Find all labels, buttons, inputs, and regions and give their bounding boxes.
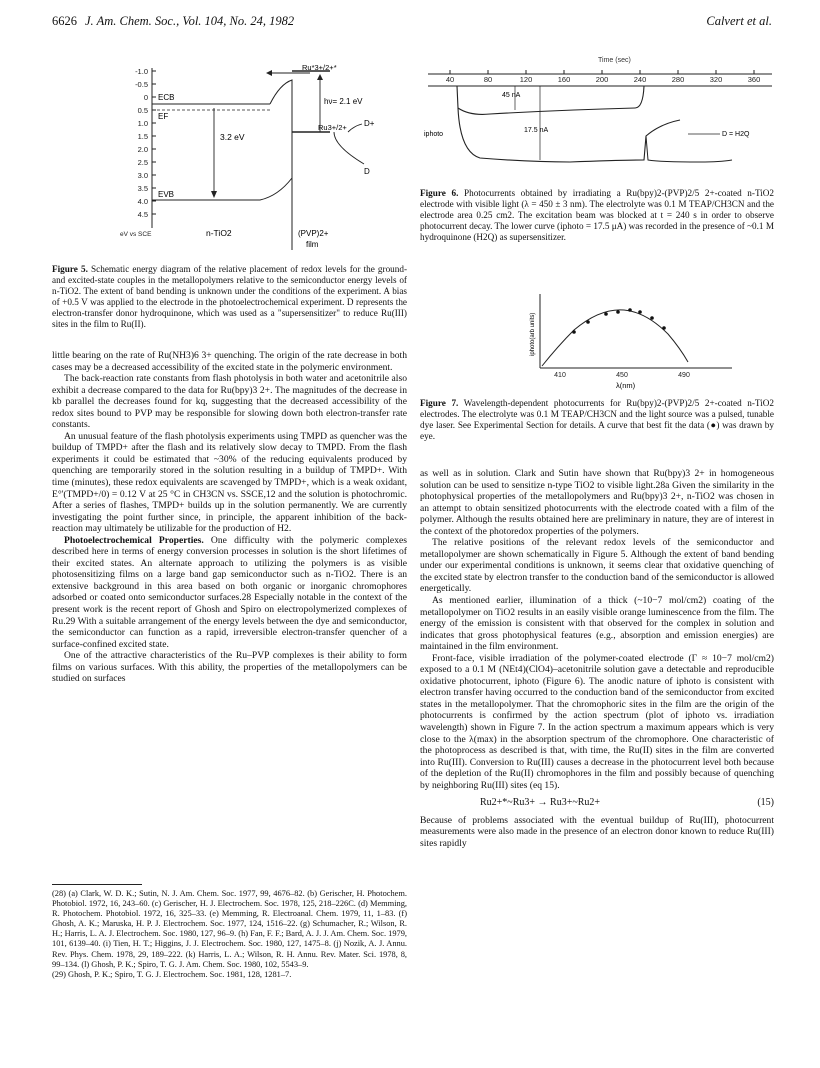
fig6-x-tick-label: 320	[709, 75, 723, 84]
fig5-y-tick-label: 4.0	[137, 197, 148, 206]
fig6-x-tick-label: 200	[595, 75, 609, 84]
fig5-y-tick-label: 2.0	[137, 145, 148, 154]
equation-15	[420, 791, 774, 815]
fig5-y-tick-label: -1.0	[135, 67, 148, 76]
fig5-film-label-2: film	[306, 240, 319, 249]
fig6-axis-title: Time (sec)	[598, 57, 631, 64]
fig5-gap-arrowhead	[211, 191, 217, 198]
fig6-x-tick-label: 360	[747, 75, 761, 84]
fig5-y-tick-label: 1.0	[137, 119, 148, 128]
footnote-rule	[52, 884, 142, 885]
footnotes	[52, 878, 407, 980]
figure-7-caption	[420, 398, 774, 442]
equation-15-number: (15)	[757, 797, 774, 809]
fig7-data-point	[572, 330, 576, 334]
fig6-x-tick-label: 80	[483, 75, 493, 84]
figure-5-caption	[52, 264, 407, 330]
fig6-trace-upper	[457, 86, 644, 114]
footnote-29: (29) Ghosh, P. K.; Spiro, T. G. J. Electrochem. Soc. 1981, 128, 1281–7.	[52, 969, 292, 979]
fig7-x-tick-label: 490	[678, 372, 690, 379]
fig5-y-tick-label: 2.5	[137, 158, 148, 167]
fig6-label-h2q: D = H2Q	[722, 131, 750, 138]
fig7-x-label: λ(nm)	[616, 381, 636, 390]
right-paragraph-5: Because of problems associated with the eventual buildup of Ru(III), photocurrent measurements were also made in the presence of an electron donor known to reduce Ru(III) sites rapidly	[420, 814, 774, 849]
fig7-data-point	[628, 308, 632, 312]
fig5-donor-curve-2	[348, 124, 362, 132]
fig7-data-point	[604, 312, 608, 316]
figure-5-diagram	[120, 58, 410, 258]
fig7-x-tick-label: 410	[554, 372, 566, 379]
fig5-gap-label: 3.2 eV	[220, 132, 245, 142]
fig5-y-tick-label: 3.0	[137, 171, 148, 180]
right-paragraph-4: Front-face, visible irradiation of the polymer-coated electrode (Γ ≈ 10−7 mol/cm2) exposed to a 0.1 M (NEt4)(ClO4)–acetonitrile solution gave a detectable and reproducible oxidative photocurrent, iphoto (Figure 6). The anodic nature of iphoto is consistent with electron transfer having occurred to the conduction band of the semiconductor from excited states in the metallopolymer. That the chromophoric sites in the film are the origin of the photocurrents is confirmed by the action spectrum (plot of iphoto vs. irradiation wavelength) shown in Figure 7. In the action spectrum a maximum appears which is very close to the λ(max) in the absorption spectrum of the chromophore. One characteristic of the photoprocess as described is that, with time, the Ru(II) sites in the film are converted into Ru(III). Conversion to Ru(III) causes a decrease in the photocurrent level both because of the depletion of the Ru(II) chromophores in the film and possibly because of quenching by neighboring Ru(III) sites (eq 15).	[420, 652, 774, 791]
fig6-x-tick-label: 40	[445, 75, 455, 84]
fig6-label-45na: 45 nA	[502, 92, 521, 99]
fig5-y-axis	[120, 67, 156, 238]
fig5-hv-label: hν= 2.1 eV	[324, 97, 363, 106]
fig5-ru-excited-label: Ru*3+/2+*	[302, 63, 337, 72]
figure-5-caption-text: Schematic energy diagram of the relative placement of redox levels for the ground- and excited-state couples in the metallopolymers relative to the semiconductor energy levels of n-TiO2. The extent of band bending is unknown under the conditions of the experiment. A bias of +0.5 V was applied to the electrode in the photoelectrochemical experiment. D represents the electron-transfer donor hydroquinone, which was used as a "supersensitizer" to reduce Ru(III) sites in the film to Ru(II).	[52, 264, 408, 329]
running-header-left	[52, 14, 294, 29]
fig7-fit-curve	[542, 310, 688, 366]
section-heading-photoelectrochemical: Photoelectrochemical Properties.	[64, 534, 204, 546]
figure-7-action-spectrum	[528, 290, 738, 396]
fig5-ru-ground-label: Ru3+/2+	[318, 123, 347, 132]
fig7-data-point	[650, 316, 654, 320]
left-paragraph-5: One of the attractive characteristics of the Ru–PVP complexes is their ability to form films on various surfaces. With this ability, the properties of the metallopolymers can be studied on surfaces	[52, 650, 407, 685]
fig5-hv-arrowhead	[317, 74, 323, 80]
fig6-trace-lower	[458, 108, 680, 162]
fig7-data-point	[662, 326, 666, 330]
fig5-y-tick-label: 4.5	[137, 210, 148, 219]
left-paragraph-4-text: One difficulty with the polymeric complexes described here in terms of energy conversion processes in solution is the short lifetimes of their excited states. An alternate approach to utilizing the polymers is as visible photosensitizing films on a large band gap semiconductor such as n-TiO2. There is an extensive background in this area based on both organic or inorganic chromophores adsorbed or coated onto semiconductor surfaces.28 Especially notable in the context of the present work is the recent report of Ghosh and Spiro on electropolymerized complexes of Ru.29 With a suitable arrangement of the energy levels between the dye and semiconductor, the semiconductor can function as a rapid, irreversible electron-transfer quencher of a surface-confined excited state.	[52, 534, 407, 650]
fig6-x-tick-label: 280	[671, 75, 685, 84]
left-paragraph-4	[52, 535, 407, 650]
fig5-y-tick-label: -0.5	[135, 80, 148, 89]
fig5-ecb-label: ECB	[158, 93, 175, 102]
equation-15-expression: Ru2+*~Ru3+ → Ru3+~Ru2+	[480, 797, 601, 809]
fig7-y-label: iphoto(arb units)	[530, 312, 536, 356]
left-paragraph-3: An unusual feature of the flash photolysis experiments using TMPD as quencher was the buildup of TMPD+ after the flash and its relatively slow decay to TMPD. From the flash experiments it could be estimated that ~30% of the reducing equivalents produced by quenching are temporarily stored in the solution resulting in a buildup of TMPD+. With time (minutes), these redox equivalents are scavenged by TMPD+, which is a weak oxidant, E°'(TMPD+/0) = 0.12 V at 25 °C in CH3CN vs. SSCE,12 and the solution is photochromic. After a series of flashes, TMPD+ builds up in the solution permanently. We are currently investigating the point further since, in principle, the apparent inhibition of the back-reaction may ultimately be utilizable for the production of H2.	[52, 430, 407, 535]
figure-6-photocurrent-plot	[420, 52, 780, 184]
right-paragraph-3: As mentioned earlier, illumination of a thick (~10−7 mol/cm2) coating of the metallopolymer on TiO2 results in an easily visible orange luminescence from the film. The energy of the emission is consistent with that observed for the complex in solution and indicates that gross photophysical features (e.g., absorption and emission energies) are maintained in the film environment.	[420, 595, 774, 653]
figure-5-caption-label: Figure 5.	[52, 264, 88, 274]
fig6-y-label: iphoto	[424, 131, 444, 138]
right-paragraph-2: The relative positions of the relevant redox levels of the semiconductor and metallopolymer are shown schematically in Figure 5. Although the extent of band bending under our experimental conditions is unknown, it seems clear that oxidative quenching of the excited state by electron transfer to the conduction band of the semiconductor is allowed energetically.	[420, 537, 774, 595]
fig5-y-tick-label: 3.5	[137, 184, 148, 193]
fig5-y-axis-label: eV vs SCE	[120, 231, 152, 238]
fig6-x-ticks	[446, 70, 760, 84]
fig7-x-ticks	[554, 372, 690, 379]
fig5-y-tick-label: 1.5	[137, 132, 148, 141]
fig7-data-point	[616, 310, 620, 314]
figure-7-caption-text: Wavelength-dependent photocurrents for Ru(bpy)2-(PVP)2/5 2+-coated n-TiO2 electrodes. The electrolyte was 0.1 M TEAP/CH3CN and the light source was a pulsed, tunable dye laser. See Experimental Section for details. A curve that best fit the data (●) was drawn by eye.	[420, 398, 775, 441]
figure-6-caption-label: Figure 6.	[420, 188, 459, 198]
fig5-ef-label: EF	[158, 112, 169, 121]
right-paragraph-1: as well as in solution. Clark and Sutin have shown that Ru(bpy)3 2+ in homogeneous solution can be used to sensitize n-type TiO2 to visible light.28a Given the similarity in the photophysical properties of the metallopolymers and Ru(bpy)3 2+, n-TiO2 was chosen in an attempt to obtain sensitized photocurrents with the electrode coated with a film of the polymer. Although the results obtained here are preliminary in nature, they are of interest in the context of the photoredox properties of the polymers.	[420, 468, 774, 537]
left-paragraph-1: little bearing on the rate of Ru(NH3)6 3+ quenching. The origin of the rate decrease in both cases may be a decreased accessibility of the excited state in the polymeric environment.	[52, 350, 407, 373]
page-number: 6626	[52, 14, 77, 28]
right-column	[420, 468, 774, 850]
figure-6-caption	[420, 188, 774, 243]
figure-7-caption-label: Figure 7.	[420, 398, 459, 408]
running-header-authors: Calvert et al.	[706, 14, 772, 28]
fig6-trace-h2q	[646, 136, 732, 162]
fig5-film-label-1: (PVP)2+	[298, 229, 329, 238]
fig7-data-point	[586, 320, 590, 324]
fig6-label-175na: 17.5 nA	[524, 127, 549, 134]
fig5-d-plus-label: D+	[364, 119, 375, 128]
fig5-band-bending-cb	[270, 80, 292, 250]
fig5-y-tick-label: 0.5	[137, 106, 148, 115]
footnote-28: (28) (a) Clark, W. D. K.; Sutin, N. J. Am. Chem. Soc. 1977, 99, 4676–82. (b) Gerischer, H. Photochem. Photobiol. 1972, 16, 243–60. (c) Gerischer, H. J. Electrochem. Soc. 1978, 125, 218–226C. (d) Memming, R. Photochem. Photobiol. 1972, 16, 325–33. (e) Memming, R. Electroanal. Chem. 1979, 11, 1–83. (f) Ghosh, A. K.; Maruska, H. P. J. Electrochem. Soc. 1977, 124, 1516–22. (g) Schumacher, R.; Wilson, R. H.; Harris, L. A. J. Electrochem. Soc. 1980, 127, 96–9. (h) Fan, F. F.; Bard, A. J. J. Am. Chem. Soc. 1979, 101, 6139–40. (i) Tien, H. T.; Higgins, J. J. Electrochem. Soc. 1980, 127, 1475–8. (j) Nozik, A. J. Annu. Rev. Phys. Chem. 1978, 29, 189–222. (k) Harris, L. A.; Wilson, R. H. Annu. Rev. Mater. Sci. 1978, 8, 99–134. (l) Ghosh, P. K.; Spiro, T. G. J. Am. Chem. Soc. 1980, 102, 5543–9.	[52, 889, 407, 969]
journal-citation: J. Am. Chem. Soc., Vol. 104, No. 24, 1982	[85, 14, 295, 28]
fig5-semiconductor-label: n-TiO2	[206, 228, 232, 238]
fig5-d-label: D	[364, 167, 370, 176]
figure-6-caption-text: Photocurrents obtained by irradiating a Ru(bpy)2-(PVP)2/5 2+-coated n-TiO2 electrode with visible light (λ = 450 ± 3 nm). The electrolyte was 0.1 M TEAP/CH3CN and the electrode area 0.25 cm2. The excitation beam was blocked at t = 240 s in order to observe photocurrent decay. The lower curve (iphoto = 17.5 μA) was recorded in the presence of ~0.1 M hydroquinone (H2Q) as supersensitizer.	[420, 188, 775, 242]
fig5-donor-curve	[334, 132, 364, 164]
left-column	[52, 350, 407, 685]
fig7-data-point	[638, 310, 642, 314]
fig5-injection-arrowhead	[266, 70, 272, 76]
fig7-x-tick-label: 450	[616, 372, 628, 379]
left-paragraph-2: The back-reaction rate constants from flash photolysis in both water and acetonitrile also exhibit a decrease compared to the data for Ru(bpy)3 2+. The magnitudes of the decrease in kb parallel the decreases found for kq, suggesting that the decreased accessibility of the redox sites bound to PVP may be responsible for slowing down both electron-transfer rate constants.	[52, 373, 407, 431]
fig5-y-tick-label: 0	[143, 93, 148, 102]
fig5-evb-label: EVB	[158, 190, 175, 199]
fig6-x-tick-label: 240	[633, 75, 647, 84]
fig6-x-tick-label: 160	[557, 75, 571, 84]
fig6-x-tick-label: 120	[519, 75, 533, 84]
